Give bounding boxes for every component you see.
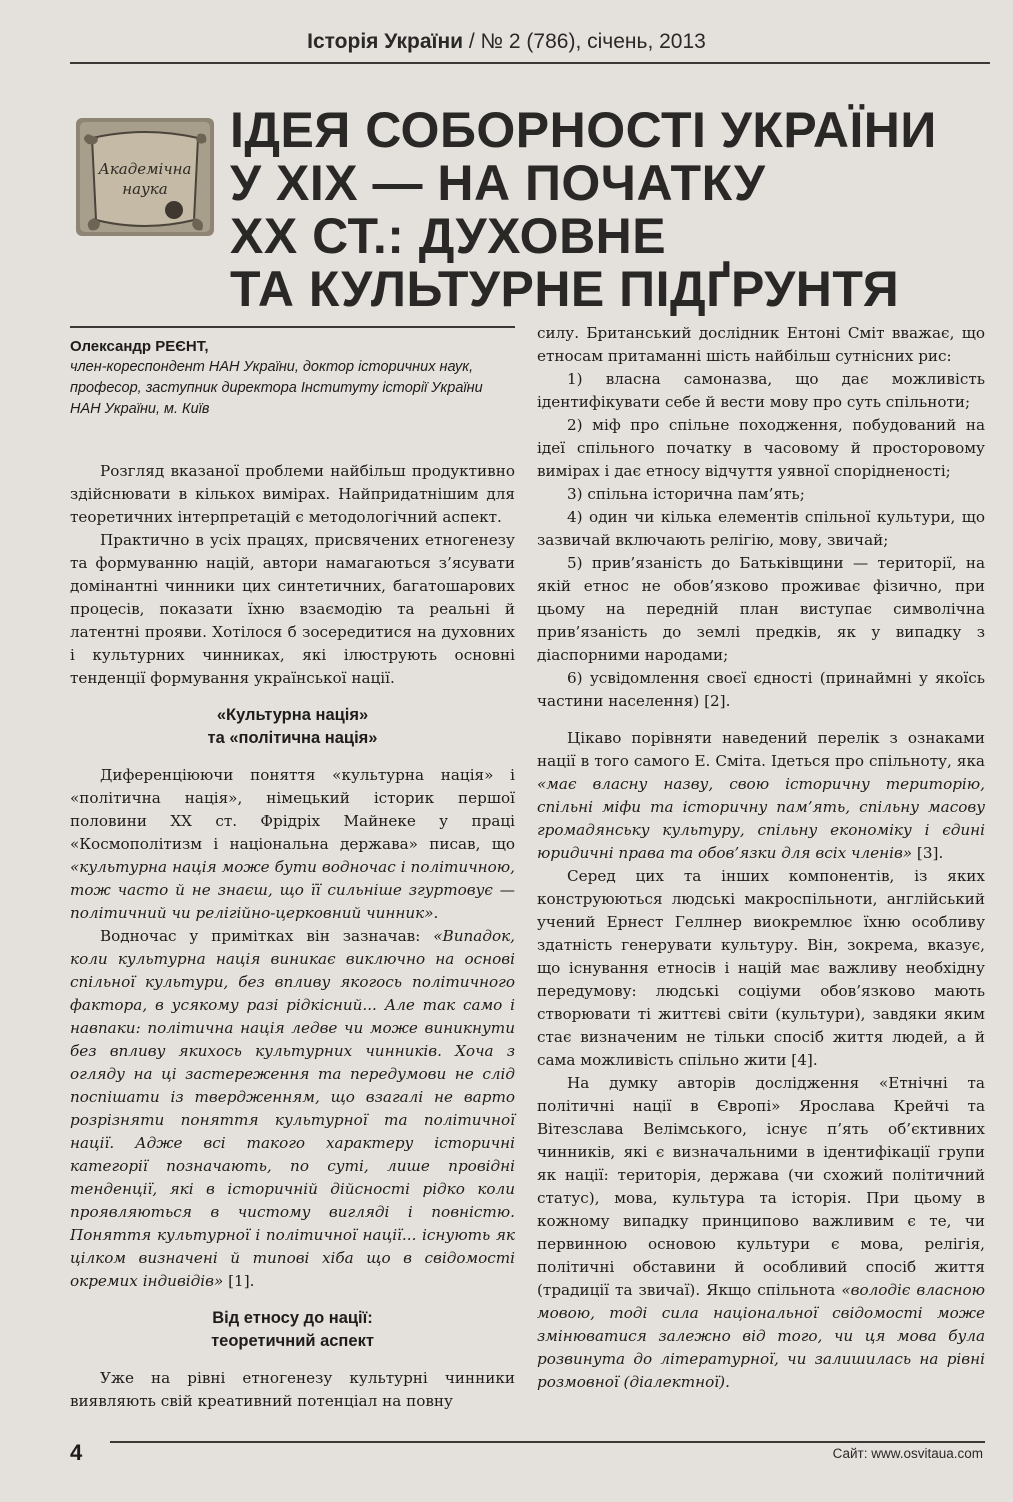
list-item: 6) усвідомлення своєї єдності (принаймні у якоїсь частини населення) [2].: [537, 669, 985, 710]
journal-header: [0, 30, 1013, 54]
paragraph-text: .: [433, 904, 439, 922]
paragraph: силу. Британський дослідник Ентоні Сміт вважає, що етносам притаманні шість найбільш сутнісних рис:: [537, 324, 985, 365]
footer-rule: [110, 1441, 985, 1443]
article-title: [230, 104, 970, 316]
list-item: 2) міф про спільне походження, побудований на ідеї спільного початку в часовому й просторовому вимірах і дає етносу відчуття уявної спорідненості;: [537, 416, 985, 480]
paragraph: Серед цих та інших компонентів, із яких конструюються людські макроспільноти, англійський учений Ернест Геллнер виокремлює їхню особливу здатність генерувати культуру. Він, зокрема, вказує, що існування етносів і націй має важливу необхідну передумову: людські соціуми обов’язково мають створювати ті життєві світи (культури), завдяки яким стає визначеним не тільки спосіб життя людей, а й сама можливість спільно жити [4].: [537, 867, 985, 1069]
paragraph: Практично в усіх працях, присвячених етногенезу та формуванню націй, автори намагаються з’ясувати домінантні чинники цих синтетичних, багатошарових процесів, показати їхню взаємодію та реальні й латентні прояви. Хотілося б зосередитися на духовних і культурних чинниках, які ілюструють основні тенденції формування української нації.: [70, 531, 515, 687]
quotation: «має власну назву, свою історичну територію, спільні міфи та історичну пам’ять, спільну масову громадянську культуру, спільну економіку і єдині юридичні права та обов’язки для всіх членів»: [537, 775, 985, 862]
title-line: ХХ СТ.: ДУХОВНЕ: [230, 208, 667, 264]
paragraph: [537, 1072, 985, 1394]
author-name: Олександр РЕЄНТ,: [70, 338, 209, 355]
quotation: «Випадок, коли культурна нація виникає виключно на основі спільної культури, без впливу якогось політичного фактора, в усякому разі рідкісний... Але так само і навпаки: політична нація ледве чи може виникнути без впливу якихось культурних чинників. Хоча з огляду на ці застереження та передумови не слід поспішати із твердженням, що взагалі не варто розрізняти поняття культурної та політичної нації. Адже всі такого характеру історичні категорії позначають, по суті, лише провідні тенденції, які в історичній дійсності рідко коли проявляються в чистому вигляді і повністю. Поняття культурної і політичної нації... існують як цілком визначені й типові хіба що в свідомості окремих індивідів»: [70, 927, 515, 1290]
right-column: [537, 322, 985, 1394]
section-heading: [70, 704, 515, 750]
paragraph: Розгляд вказаної проблеми найбільш продуктивно здійснювати в кількох вимірах. Найпридатнішим для теоретичних інтерпретацій є методологічний аспект.: [70, 462, 515, 526]
section-heading-line: та «політична нація»: [207, 729, 378, 747]
paragraph: [70, 764, 515, 925]
page-number: 4: [70, 1440, 83, 1465]
reference: [3].: [912, 844, 944, 862]
title-line: У ХІХ — НА ПОЧАТКУ: [230, 155, 766, 211]
quotation: «культурна нація може бути водночас і політичною, тож часто й не знаєш, що її сильніше згуртовує — політичний чи релігійно-церковний чинник»: [70, 858, 515, 922]
list-item: 3) спільна історична пам’ять;: [567, 485, 805, 503]
section-heading-line: теоретичний аспект: [211, 1332, 374, 1350]
list-item: 1) власна самоназва, що дає можливість ідентифікувати себе й вести мову про суть спільноти;: [537, 370, 985, 411]
left-column: [70, 460, 515, 1413]
section-heading-line: Від етносу до нації:: [212, 1309, 373, 1327]
journal-title: Історія України: [307, 30, 464, 53]
author-rule: [70, 326, 515, 328]
paragraph-text: На думку авторів дослідження «Етнічні та політичні нації в Європі» Ярослава Крейчі та Вітезслава Велімського, існує п’ять об’єктивних чинників, які є визначальними в ідентифікації групи як нації: територія, держава (чи схожий політичний статус), мова, культура та історія. При цьому в кожному випадку принципово важливим є те, чи первинною основою культури є мова, релігія, політичні обставини й особливий спосіб життя (традиції та звичаї). Якщо спільнота: [537, 1074, 985, 1299]
paragraph: [537, 727, 985, 865]
paragraph-text: Диференціюючи поняття «культурна нація» і «політична нація», німецький історик першої половини ХХ ст. Фрідріх Майнеке у праці «Космополітизм і національна держава» писав, що: [70, 766, 515, 853]
issue-info: / № 2 (786), січень, 2013: [468, 30, 706, 53]
paragraph-text: Водночас у примітках він зазначав:: [100, 927, 434, 945]
paragraph-text: Цікаво порівняти наведений перелік з ознаками нації в того самого Е. Сміта. Ідеться про спільноту, яка: [537, 729, 985, 770]
academic-science-badge: [70, 108, 220, 246]
author-affiliation: член-кореспондент НАН України, доктор історичних наук, професор, заступник директора Інституту історії України НАН України, м. Київ: [70, 359, 483, 417]
title-line: ІДЕЯ СОБОРНОСТІ УКРАЇНИ: [230, 102, 937, 158]
author-block: [70, 336, 515, 420]
reference: [1].: [223, 1272, 255, 1290]
quotation: «володіє власною мовою, тоді сила національної свідомості може змінюватися залежно від того, чи ця мова була розвинута до літературної, чи залишилась на рівні розмовної (діалектної).: [537, 1281, 985, 1391]
title-line: ТА КУЛЬТУРНЕ ПІДҐРУНТЯ: [230, 261, 900, 317]
section-heading-line: «Культурна нація»: [216, 706, 369, 724]
header-rule: [70, 62, 990, 64]
section-heading: [70, 1307, 515, 1353]
badge-line2: наука: [122, 180, 168, 198]
badge-line1: Академічна: [98, 160, 192, 178]
list-item: 4) один чи кілька елементів спільної культури, що зазвичай включають релігію, мову, звичай;: [537, 508, 985, 549]
site-link[interactable]: Сайт: www.osvitaua.com: [832, 1446, 983, 1461]
scroll-icon: [70, 108, 220, 246]
list-item: 5) прив’язаність до Батьківщини — території, на якій етнос не обов’язково проживає фізично, при цьому на передній план виступає символічна прив’язаність до землі предків, як у випадку з діаспорними народами;: [537, 554, 985, 664]
paragraph: Уже на рівні етногенезу культурні чинники виявляють свій креативний потенціал на повну: [70, 1369, 515, 1410]
paragraph: [70, 925, 515, 1293]
